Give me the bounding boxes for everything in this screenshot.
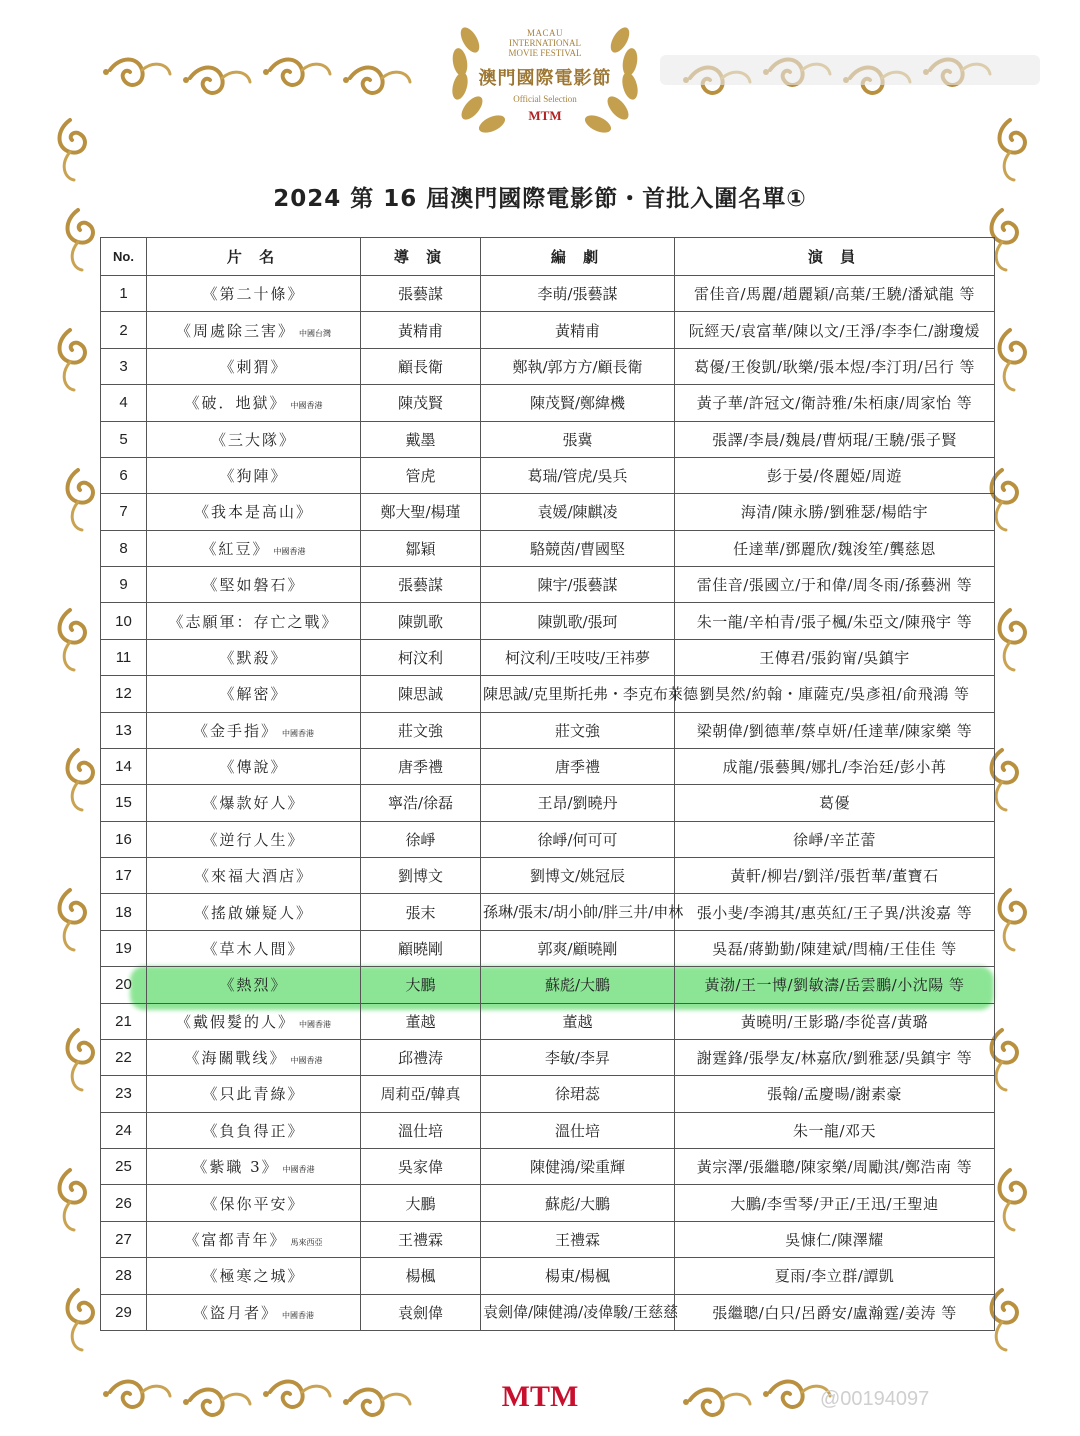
writer-cell: 蘇彪/大鵬 [481, 967, 675, 1003]
table-row [101, 494, 995, 530]
row-number: 29 [101, 1294, 147, 1331]
row-number: 18 [101, 894, 147, 930]
logo-brand: MTM [528, 108, 562, 123]
writer-cell: 徐崢/何可可 [481, 821, 675, 857]
table-row [101, 1076, 995, 1112]
director-cell: 大鵬 [361, 1185, 481, 1221]
cast-cell: 劉昊然/約翰・庫薩克/吳彥祖/俞飛鴻 等 [675, 676, 995, 712]
table-row [101, 385, 995, 421]
film-title: 《負負得正》 [202, 1121, 305, 1140]
film-title: 《刺猬》 [219, 357, 288, 376]
film-title-cell [147, 603, 361, 639]
cast-cell: 張譯/李晨/魏晨/曹炳琨/王驍/張子賢 [675, 421, 995, 457]
film-title-cell [147, 421, 361, 457]
film-title-cell [147, 567, 361, 603]
film-title: 《狗陣》 [219, 467, 288, 486]
cast-cell: 黃子華/許冠文/衛詩雅/朱栢康/周家怡 等 [675, 385, 995, 421]
page-title: 2024 第 16 屆澳門國際電影節・首批入圍名單① [273, 186, 807, 212]
row-number: 13 [101, 712, 147, 748]
row-number: 7 [101, 494, 147, 530]
film-title-cell [147, 312, 361, 348]
cast-cell: 海清/陳永勝/劉雅瑟/楊皓宇 [675, 494, 995, 530]
film-title: 《第二十條》 [202, 285, 305, 304]
row-number: 2 [101, 312, 147, 348]
director-cell: 顧曉剛 [361, 930, 481, 966]
row-number: 5 [101, 421, 147, 457]
row-number: 15 [101, 785, 147, 821]
writer-cell: 柯汶利/王吱吱/王祎夢 [481, 639, 675, 675]
writer-cell: 陳思誠/克里斯托弗・李克布萊德 [481, 676, 675, 712]
film-title-cell [147, 748, 361, 784]
table-row [101, 312, 995, 348]
row-number: 12 [101, 676, 147, 712]
film-title-cell [147, 1112, 361, 1148]
logo-official-selection: Official Selection [513, 94, 577, 104]
row-number: 27 [101, 1221, 147, 1257]
table-row [101, 930, 995, 966]
writer-cell: 莊文強 [481, 712, 675, 748]
film-title: 《保你平安》 [202, 1194, 305, 1213]
writer-cell: 李敏/李昇 [481, 1039, 675, 1075]
film-title: 《來福大酒店》 [193, 867, 313, 886]
header-cast: 演 員 [675, 238, 995, 276]
row-number: 10 [101, 603, 147, 639]
row-number: 26 [101, 1185, 147, 1221]
director-cell: 黃精甫 [361, 312, 481, 348]
film-title-cell [147, 1149, 361, 1185]
film-title-cell [147, 457, 361, 493]
director-cell: 張藝謀 [361, 567, 481, 603]
table-header-row [101, 238, 995, 276]
film-title: 《極寒之城》 [202, 1267, 305, 1286]
table-row [101, 1149, 995, 1185]
table-row [101, 530, 995, 566]
cast-cell: 任達華/鄧麗欣/魏浚笙/龔慈恩 [675, 530, 995, 566]
logo-chinese-name: 澳門國際電影節 [478, 68, 612, 88]
selection-table [100, 237, 995, 1331]
table-row [101, 1185, 995, 1221]
row-number: 20 [101, 967, 147, 1003]
film-title-cell [147, 712, 361, 748]
film-title: 《堅如磐石》 [202, 576, 305, 595]
director-cell: 吳家偉 [361, 1149, 481, 1185]
cast-cell: 張翰/孟慶暘/謝素豪 [675, 1076, 995, 1112]
writer-cell: 袁劍偉/陳健鴻/凌偉駿/王慈慈 [481, 1294, 675, 1331]
film-region: 中國香港 [290, 401, 323, 411]
cast-cell: 朱一龍/辛柏青/張子楓/朱亞文/陳飛宇 等 [675, 603, 995, 639]
writer-cell: 駱競茵/曹國堅 [481, 530, 675, 566]
table-row [101, 1003, 995, 1039]
writer-cell: 王禮霖 [481, 1221, 675, 1257]
writer-cell: 陳宇/張藝謀 [481, 567, 675, 603]
writer-cell: 董越 [481, 1003, 675, 1039]
table-row [101, 1112, 995, 1148]
film-title-cell [147, 1003, 361, 1039]
director-cell: 唐季禮 [361, 748, 481, 784]
cast-cell: 徐崢/辛芷蕾 [675, 821, 995, 857]
header-writer: 編 劇 [481, 238, 675, 276]
film-title: 《海關戰线》 [184, 1049, 287, 1068]
festival-logo [440, 10, 650, 142]
film-title: 《我本是高山》 [193, 503, 313, 522]
table-row [101, 421, 995, 457]
writer-cell: 劉博文/姚冠辰 [481, 858, 675, 894]
cast-cell: 夏雨/李立群/譚凱 [675, 1258, 995, 1294]
film-title-cell [147, 894, 361, 930]
film-title: 《草木人間》 [202, 939, 305, 958]
writer-cell: 李萌/張藝謀 [481, 276, 675, 312]
row-number: 6 [101, 457, 147, 493]
writer-cell: 郭爽/顧曉剛 [481, 930, 675, 966]
cast-cell: 張繼聰/白只/呂爵安/盧瀚霆/姜涛 等 [675, 1294, 995, 1331]
film-region: 中國香港 [273, 546, 306, 556]
writer-cell: 孫琳/張末/胡小帥/胖三井/申林 [481, 894, 675, 930]
film-title: 《爆款好人》 [202, 794, 305, 813]
table-row [101, 1294, 995, 1331]
director-cell: 陳思誠 [361, 676, 481, 712]
cast-cell: 雷佳音/馬麗/趙麗穎/高葉/王驍/潘斌龍 等 [675, 276, 995, 312]
film-title: 《志願軍：存亡之戰》 [168, 612, 339, 631]
director-cell: 柯汶利 [361, 639, 481, 675]
cast-cell: 大鵬/李雪琴/尹正/王迅/王聖迪 [675, 1185, 995, 1221]
cast-cell: 彭于晏/佟麗婭/周遊 [675, 457, 995, 493]
film-title-cell [147, 785, 361, 821]
cast-cell: 葛優/王俊凱/耿樂/張本煜/李汀玥/呂行 等 [675, 348, 995, 384]
cast-cell: 王傳君/張鈞甯/吳鎮宇 [675, 639, 995, 675]
film-title-cell [147, 1294, 361, 1331]
director-cell: 周莉亞/韓真 [361, 1076, 481, 1112]
cast-cell: 黃曉明/王影璐/李從喜/黃璐 [675, 1003, 995, 1039]
writer-cell: 王昂/劉曉丹 [481, 785, 675, 821]
film-title-cell [147, 494, 361, 530]
writer-cell: 陳健鴻/梁重輝 [481, 1149, 675, 1185]
row-number: 23 [101, 1076, 147, 1112]
director-cell: 徐崢 [361, 821, 481, 857]
logo-line-macau: MACAU [526, 28, 563, 38]
director-cell: 顧長衛 [361, 348, 481, 384]
writer-cell: 張冀 [481, 421, 675, 457]
row-number: 19 [101, 930, 147, 966]
film-title-cell [147, 1185, 361, 1221]
film-title: 《逆行人生》 [202, 830, 305, 849]
film-title-cell [147, 385, 361, 421]
row-number: 4 [101, 385, 147, 421]
director-cell: 溫仕培 [361, 1112, 481, 1148]
row-number: 14 [101, 748, 147, 784]
film-title-cell [147, 639, 361, 675]
film-title: 《盜月者》 [192, 1303, 278, 1322]
film-title: 《破．地獄》 [184, 394, 287, 413]
writer-cell: 陳凱歌/張珂 [481, 603, 675, 639]
header-film: 片 名 [147, 238, 361, 276]
film-title-cell [147, 1076, 361, 1112]
writer-cell: 陳茂賢/鄭緯機 [481, 385, 675, 421]
film-region: 馬來西亞 [290, 1237, 323, 1247]
blurred-watermark-strip [660, 55, 1040, 85]
cast-cell: 黃軒/柳岩/劉洋/張哲華/董寶石 [675, 858, 995, 894]
writer-cell: 楊東/楊楓 [481, 1258, 675, 1294]
director-cell: 陳凱歌 [361, 603, 481, 639]
film-title-cell [147, 967, 361, 1003]
table-row [101, 748, 995, 784]
film-title: 《富都青年》 [184, 1230, 287, 1249]
table-row [101, 821, 995, 857]
film-region: 中國香港 [282, 1310, 314, 1320]
film-title: 《紫職 3》 [192, 1158, 279, 1177]
cast-cell: 梁朝偉/劉德華/蔡卓妍/任達華/陳家樂 等 [675, 712, 995, 748]
row-number: 16 [101, 821, 147, 857]
table-row [101, 567, 995, 603]
director-cell: 大鵬 [361, 967, 481, 1003]
watermark-text: @00194097 [820, 1388, 930, 1410]
film-title: 《金手指》 [192, 721, 278, 740]
director-cell: 寧浩/徐磊 [361, 785, 481, 821]
film-title-cell [147, 348, 361, 384]
table-row [101, 603, 995, 639]
footer-brand: MTM [501, 1380, 579, 1413]
film-title: 《三大隊》 [210, 430, 296, 449]
director-cell: 劉博文 [361, 858, 481, 894]
table-row [101, 967, 995, 1003]
table-row [101, 676, 995, 712]
cast-cell: 吳慷仁/陳澤耀 [675, 1221, 995, 1257]
film-title-cell [147, 930, 361, 966]
table-row [101, 1258, 995, 1294]
writer-cell: 黃精甫 [481, 312, 675, 348]
writer-cell: 徐珺蕊 [481, 1076, 675, 1112]
table-row [101, 712, 995, 748]
director-cell: 邱禮涛 [361, 1039, 481, 1075]
cast-cell: 朱一龍/邓天 [675, 1112, 995, 1148]
film-title: 《熱烈》 [219, 976, 288, 995]
film-title-cell [147, 1039, 361, 1075]
film-title: 《紅豆》 [201, 539, 270, 558]
cast-cell: 成龍/張藝興/娜扎/李治廷/彭小苒 [675, 748, 995, 784]
table-row [101, 894, 995, 930]
film-title-cell [147, 276, 361, 312]
logo-line-movie-festival: MOVIE FESTIVAL [508, 48, 582, 58]
film-title: 《傳說》 [219, 758, 288, 777]
header-director: 導 演 [361, 238, 481, 276]
film-title-cell [147, 1258, 361, 1294]
cast-cell: 黃宗澤/張繼聰/陳家樂/周勵淇/鄭浩南 等 [675, 1149, 995, 1185]
cast-cell: 張小斐/李鴻其/惠英紅/王子異/洪浚嘉 等 [675, 894, 995, 930]
row-number: 21 [101, 1003, 147, 1039]
film-title: 《周處除三害》 [175, 321, 295, 340]
row-number: 24 [101, 1112, 147, 1148]
table-row [101, 457, 995, 493]
director-cell: 管虎 [361, 457, 481, 493]
table-row [101, 858, 995, 894]
cast-cell: 黃渤/王一博/劉敏濤/岳雲鵬/小沈陽 等 [675, 967, 995, 1003]
writer-cell: 蘇彪/大鵬 [481, 1185, 675, 1221]
row-number: 1 [101, 276, 147, 312]
director-cell: 鄒穎 [361, 530, 481, 566]
writer-cell: 鄭執/郭方方/顧長衛 [481, 348, 675, 384]
film-title-cell [147, 858, 361, 894]
row-number: 3 [101, 348, 147, 384]
row-number: 22 [101, 1039, 147, 1075]
director-cell: 陳茂賢 [361, 385, 481, 421]
writer-cell: 袁媛/陳麒凌 [481, 494, 675, 530]
table-row [101, 276, 995, 312]
director-cell: 張藝謀 [361, 276, 481, 312]
row-number: 8 [101, 530, 147, 566]
cast-cell: 阮經天/袁富華/陳以文/王淨/李李仁/謝瓊煖 [675, 312, 995, 348]
row-number: 17 [101, 858, 147, 894]
director-cell: 莊文強 [361, 712, 481, 748]
row-number: 9 [101, 567, 147, 603]
film-title-cell [147, 1221, 361, 1257]
film-title-cell [147, 821, 361, 857]
logo-line-international: INTERNATIONAL [509, 38, 581, 48]
director-cell: 楊楓 [361, 1258, 481, 1294]
director-cell: 王禮霖 [361, 1221, 481, 1257]
header-no: No. [101, 238, 147, 276]
film-title: 《只此青綠》 [202, 1085, 305, 1104]
writer-cell: 溫仕培 [481, 1112, 675, 1148]
table-row [101, 639, 995, 675]
table-row [101, 1221, 995, 1257]
film-title: 《戴假髮的人》 [175, 1012, 295, 1031]
film-region: 中國香港 [290, 1056, 323, 1066]
film-region: 中國香港 [282, 1165, 315, 1175]
film-region: 中國香港 [299, 1019, 331, 1029]
film-title: 《默殺》 [219, 648, 288, 667]
writer-cell: 葛瑞/管虎/吳兵 [481, 457, 675, 493]
director-cell: 張末 [361, 894, 481, 930]
table-row [101, 348, 995, 384]
film-region: 中國香港 [282, 728, 314, 738]
film-region: 中國台灣 [299, 328, 331, 338]
film-title: 《解密》 [219, 685, 288, 704]
director-cell: 鄭大聖/楊瑾 [361, 494, 481, 530]
director-cell: 袁劍偉 [361, 1294, 481, 1331]
film-title-cell [147, 530, 361, 566]
cast-cell: 謝霆鋒/張學友/林嘉欣/劉雅瑟/吳鎮宇 等 [675, 1039, 995, 1075]
cast-cell: 葛優 [675, 785, 995, 821]
director-cell: 戴墨 [361, 421, 481, 457]
director-cell: 董越 [361, 1003, 481, 1039]
row-number: 11 [101, 639, 147, 675]
writer-cell: 唐季禮 [481, 748, 675, 784]
table-row [101, 1039, 995, 1075]
row-number: 28 [101, 1258, 147, 1294]
table-row [101, 785, 995, 821]
row-number: 25 [101, 1149, 147, 1185]
film-title-cell [147, 676, 361, 712]
cast-cell: 雷佳音/張國立/于和偉/周冬雨/孫藝洲 等 [675, 567, 995, 603]
film-title: 《搖啟嫌疑人》 [193, 903, 313, 922]
cast-cell: 吳磊/蔣勤勤/陳建斌/閆楠/王佳佳 等 [675, 930, 995, 966]
